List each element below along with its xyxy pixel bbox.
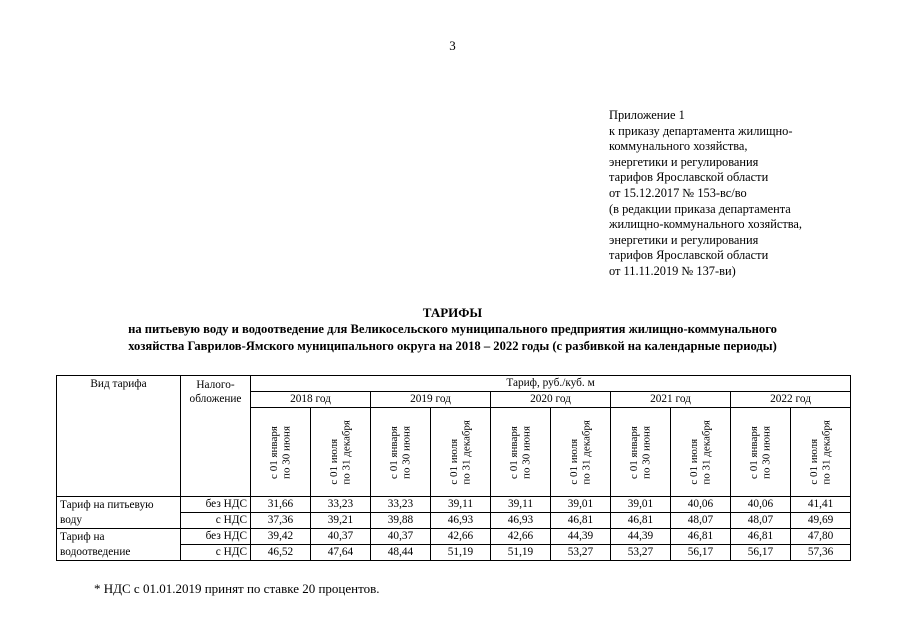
appendix-line: от 15.12.2017 № 153-вс/во (609, 185, 747, 200)
tariff-value: 53,27 (611, 545, 671, 561)
tariff-value: 46,93 (491, 513, 551, 529)
year-header: 2018 год (251, 392, 371, 408)
tariff-value: 39,21 (311, 513, 371, 529)
tariff-value: 39,42 (251, 529, 311, 545)
tariff-value: 46,93 (431, 513, 491, 529)
tariff-value: 47,64 (311, 545, 371, 561)
period-label-line: с 01 января (508, 425, 520, 479)
taxation-cell: с НДС (181, 545, 251, 561)
tariff-value: 51,19 (491, 545, 551, 561)
tariff-name-line: Тариф на питьевую (60, 499, 154, 511)
period-label-line: с 01 января (388, 425, 400, 479)
table-row (57, 497, 851, 513)
tariff-value: 40,06 (671, 497, 731, 513)
period-label (748, 426, 773, 479)
period-label-line: по 30 июня (400, 425, 413, 479)
header-tariff-unit: Тариф, руб./куб. м (251, 376, 851, 392)
period-label (568, 420, 593, 485)
year-header: 2020 год (491, 392, 611, 408)
tariff-value: 44,39 (551, 529, 611, 545)
tariff-name (57, 529, 181, 561)
period-label (448, 420, 473, 485)
tariff-value: 39,01 (551, 497, 611, 513)
header-taxation: Налого- обложение (181, 376, 251, 497)
tariff-name-line: Тариф на (60, 531, 105, 543)
appendix-line: от 11.11.2019 № 137-ви) (609, 263, 736, 278)
period-header (371, 408, 431, 497)
period-label-line: с 01 января (628, 425, 640, 479)
tariff-value: 49,69 (791, 513, 851, 529)
year-header: 2022 год (731, 392, 851, 408)
period-label (808, 420, 833, 485)
page-number: 3 (449, 38, 456, 53)
title-line: на питьевую воду и водоотведение для Великосельского муниципального предприятия жилищно-коммунального (128, 322, 777, 336)
period-label-line: по 31 декабря (460, 419, 473, 485)
tariff-value: 42,66 (491, 529, 551, 545)
tariff-value: 46,81 (731, 529, 791, 545)
tariff-value: 48,44 (371, 545, 431, 561)
appendix-line: к приказу департамента жилищно- (609, 123, 793, 138)
period-header (491, 408, 551, 497)
appendix-line: энергетики и регулирования (609, 232, 759, 247)
period-label (628, 426, 653, 479)
appendix-line: коммунального хозяйства, (609, 139, 748, 154)
table-row (57, 529, 851, 545)
appendix-line: энергетики и регулирования (609, 154, 759, 169)
period-label (688, 420, 713, 485)
appendix-line: жилищно-коммунального хозяйства, (609, 217, 803, 232)
tariff-value: 39,11 (431, 497, 491, 513)
taxation-cell: без НДС (181, 497, 251, 513)
tariff-value: 39,01 (611, 497, 671, 513)
period-label-line: с 01 января (268, 425, 280, 479)
period-label (268, 426, 293, 479)
tariff-value: 47,80 (791, 529, 851, 545)
appendix-line: тарифов Ярославской области (609, 170, 769, 185)
period-label-line: по 31 декабря (340, 419, 353, 485)
appendix-line: Приложение 1 (609, 108, 685, 122)
title-line: хозяйства Гаврилов-Ямского муниципального округа на 2018 – 2022 годы (с разбивкой на календарные периоды) (128, 339, 777, 353)
tariff-value: 53,27 (551, 545, 611, 561)
tariff-value: 56,17 (731, 545, 791, 561)
tariff-value: 42,66 (431, 529, 491, 545)
tariff-value: 31,66 (251, 497, 311, 513)
period-label-line: с 01 июля (688, 438, 700, 485)
tariff-value: 40,37 (371, 529, 431, 545)
tariff-value: 41,41 (791, 497, 851, 513)
tariffs-table (56, 375, 851, 561)
year-header: 2021 год (611, 392, 731, 408)
tariff-value: 37,36 (251, 513, 311, 529)
tariff-value: 46,81 (671, 529, 731, 545)
period-label-line: по 30 июня (640, 425, 653, 479)
period-label (328, 420, 353, 485)
period-label-line: по 31 декабря (700, 419, 713, 485)
taxation-cell: с НДС (181, 513, 251, 529)
tariff-value: 33,23 (371, 497, 431, 513)
year-header: 2019 год (371, 392, 491, 408)
period-label (388, 426, 413, 479)
header-tariff-kind: Вид тарифа (57, 376, 181, 497)
tariff-value: 48,07 (671, 513, 731, 529)
document-title (0, 304, 905, 355)
tariff-value: 40,37 (311, 529, 371, 545)
period-label-line: с 01 июля (328, 438, 340, 485)
period-header (731, 408, 791, 497)
tariff-name (57, 497, 181, 529)
period-header (311, 408, 371, 497)
tariff-value: 39,88 (371, 513, 431, 529)
period-label-line: по 31 декабря (820, 419, 833, 485)
period-header (671, 408, 731, 497)
appendix-block (609, 108, 899, 280)
period-label-line: по 31 декабря (580, 419, 593, 485)
period-header (611, 408, 671, 497)
tariff-value: 46,81 (611, 513, 671, 529)
footnote: * НДС с 01.01.2019 принят по ставке 20 процентов. (94, 581, 380, 596)
title-main: ТАРИФЫ (422, 305, 483, 320)
period-label-line: с 01 июля (808, 438, 821, 485)
tariff-value: 39,11 (491, 497, 551, 513)
tariff-value: 48,07 (731, 513, 791, 529)
taxation-cell: без НДС (181, 529, 251, 545)
tariff-value: 40,06 (731, 497, 791, 513)
period-header (791, 408, 851, 497)
period-label-line: по 30 июня (760, 425, 773, 479)
tariff-value: 44,39 (611, 529, 671, 545)
tariff-value: 46,52 (251, 545, 311, 561)
tariff-value: 51,19 (431, 545, 491, 561)
period-label-line: по 30 июня (520, 425, 533, 479)
period-header (251, 408, 311, 497)
tariff-value: 57,36 (791, 545, 851, 561)
period-label-line: с 01 января (748, 425, 760, 479)
period-label-line: по 30 июня (280, 425, 293, 479)
appendix-line: тарифов Ярославской области (609, 248, 769, 263)
tariff-value: 46,81 (551, 513, 611, 529)
tariff-value: 56,17 (671, 545, 731, 561)
period-label-line: с 01 июля (568, 438, 580, 485)
tariff-name-line: водоотведение (60, 545, 131, 558)
tariff-value: 33,23 (311, 497, 371, 513)
period-header (551, 408, 611, 497)
period-label (508, 426, 533, 479)
appendix-line: (в редакции приказа департамента (609, 201, 791, 216)
period-header (431, 408, 491, 497)
period-label-line: с 01 июля (448, 438, 460, 485)
tariff-name-line: воду (60, 513, 82, 526)
